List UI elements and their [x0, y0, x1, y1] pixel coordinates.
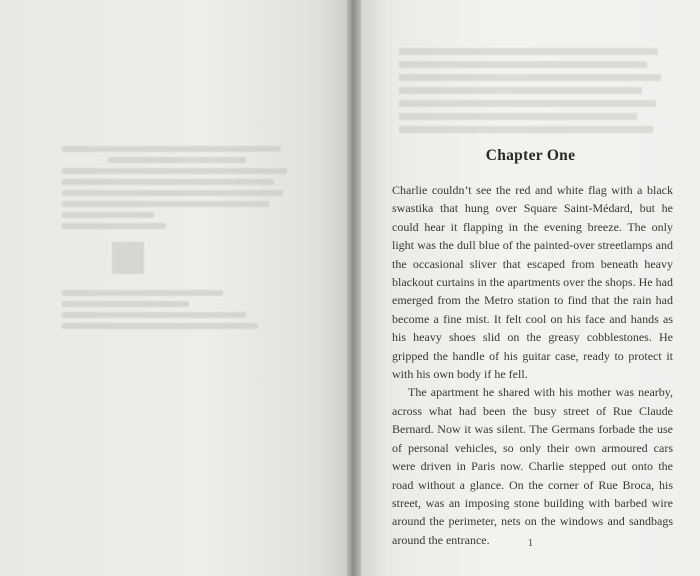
- bleed-through-text-top: [399, 42, 669, 139]
- left-page: [0, 0, 347, 576]
- bleed-through-logo: [112, 242, 144, 274]
- chapter-title: Chapter One: [485, 147, 576, 164]
- bleed-through-text: [62, 140, 292, 334]
- book-gutter: [347, 0, 361, 576]
- chapter-body: [392, 181, 673, 549]
- paragraph: The apartment he shared with his mother was nearby, across what had been the busy street of Rue Claude Bernard. Now it was silent. The Germans forbade the use of personal vehicles, so only their own armoured cars were driven in Paris now. Charlie stepped out onto the road without a glance. On the corner of Rue Broca, his street, was an imposing stone building with barbed wire around the perimeter, nets on the windows and sandbags around the entrance.: [392, 385, 673, 547]
- page-number: 1: [527, 537, 534, 549]
- paragraph: Charlie couldn’t see the red and white flag with a black swastika that hung over Square Saint-Médard, but he could hear it flapping in the evening breeze. The only light was the dull blue of the painted-over streetlamps and the occasional sliver that escaped from beneath heavy blackout curtains in the apartments over the shops. He had emerged from the Metro station to find that the rain had become a fine mist. It felt cool on his face and hands as his heavy shoes slid on the greasy cobblestones. He gripped the handle of his guitar case, ready to protect it with his own body if he fell.: [392, 183, 673, 382]
- right-page: [361, 0, 700, 576]
